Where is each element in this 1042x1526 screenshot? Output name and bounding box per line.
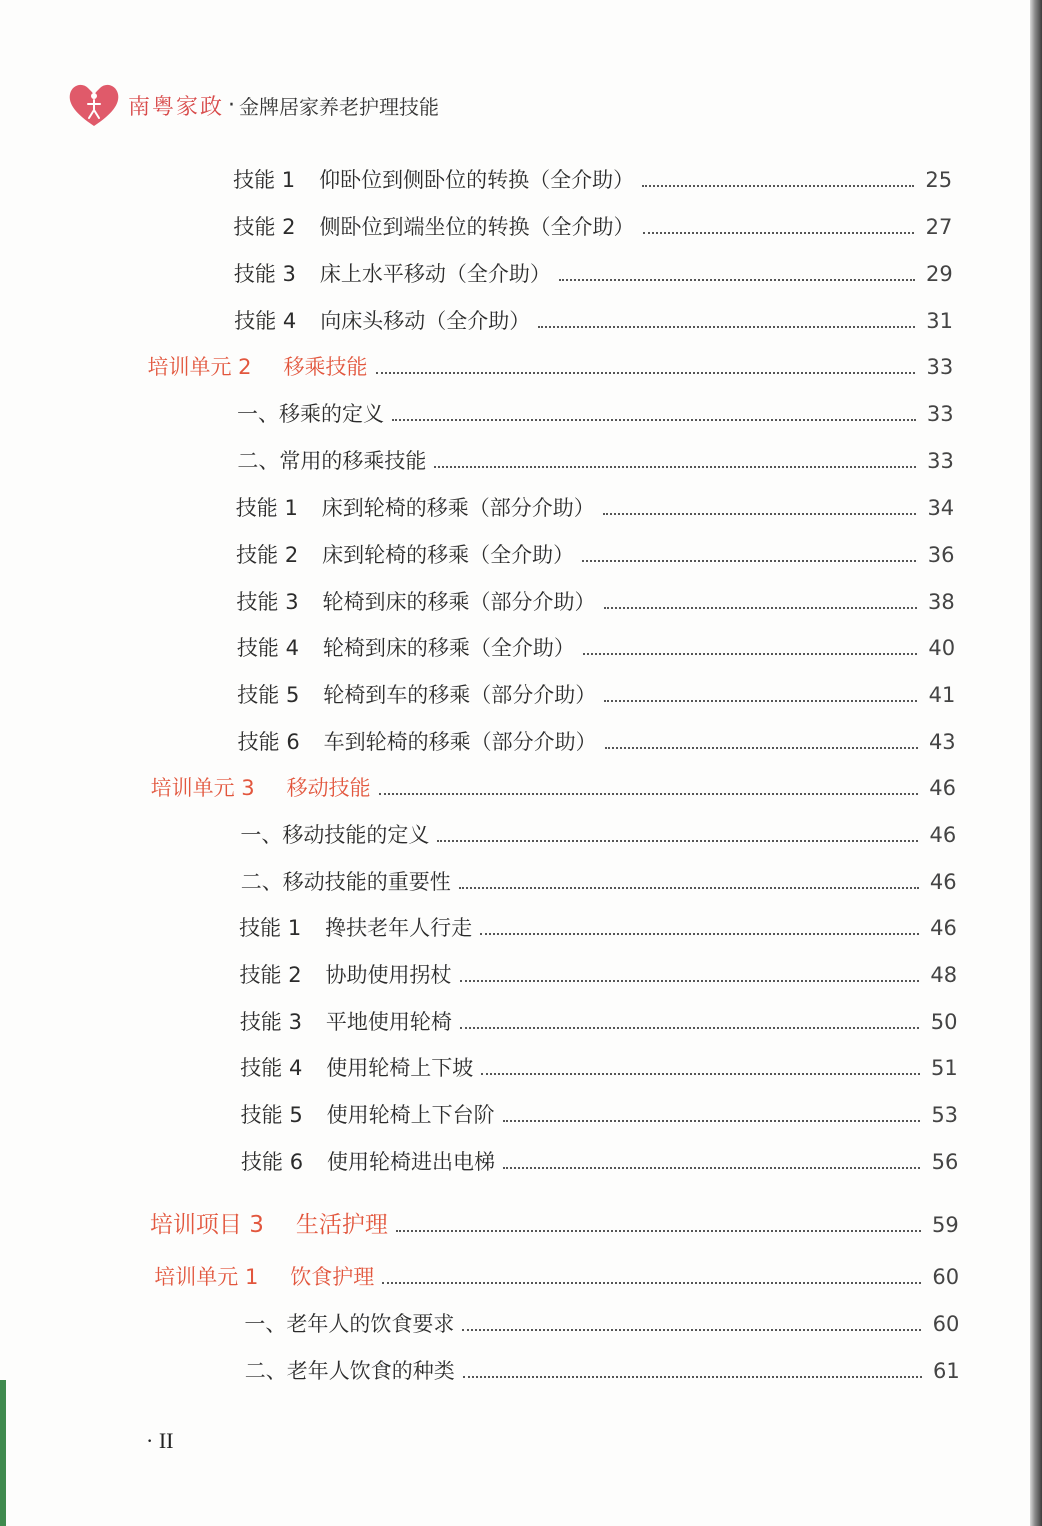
toc-dot-leader: [503, 1166, 920, 1169]
toc-entry-title: 车到轮椅的移乘（部分介助）: [323, 730, 597, 754]
toc-entry-unit[interactable]: [151, 773, 956, 803]
toc-page-number: 46: [929, 823, 957, 847]
page-number: · II: [146, 1428, 174, 1453]
toc-page-number: 51: [931, 1056, 958, 1080]
heart-figure-logo-icon: [66, 80, 122, 130]
page-header: [66, 80, 439, 130]
toc-dot-leader: [437, 839, 918, 842]
toc-entry-skill[interactable]: [241, 1147, 958, 1177]
toc-entry-skill[interactable]: [240, 1007, 958, 1037]
toc-entry-number: 培训单元 1: [154, 1265, 259, 1289]
toc-dot-leader: [379, 792, 918, 795]
toc-page-number: 40: [928, 636, 956, 660]
toc-entry-number: 技能 4: [234, 309, 297, 333]
toc-page-number: 61: [932, 1359, 960, 1383]
toc-page-number: 38: [928, 590, 955, 614]
toc-page-number: 33: [927, 449, 954, 473]
toc-entry-section[interactable]: [240, 820, 956, 850]
toc-entry-title: 二、老年人饮食的种类: [244, 1359, 455, 1383]
toc-page-number: 34: [927, 496, 955, 520]
toc-entry-unit[interactable]: [154, 1262, 959, 1292]
toc-page-number: 46: [930, 916, 957, 940]
toc-entry-section[interactable]: [237, 446, 953, 476]
toc-dot-leader: [376, 371, 916, 374]
toc-page-number: 46: [929, 870, 957, 894]
toc-entry-number: 技能 1: [235, 496, 298, 520]
toc-dot-leader: [642, 184, 914, 187]
toc-entry-title: 轮椅到车的移乘（部分介助）: [323, 683, 597, 707]
toc-page-number: 60: [932, 1265, 960, 1289]
toc-page-number: 41: [928, 683, 956, 707]
toc-page-number: 25: [925, 168, 953, 192]
toc-entry-skill[interactable]: [237, 633, 955, 663]
toc-entry-skill[interactable]: [234, 306, 953, 336]
toc-dot-leader: [604, 606, 917, 609]
toc-entry-skill[interactable]: [236, 540, 954, 570]
toc-entry-number: 培训单元 3: [150, 776, 255, 800]
toc-entry-number: 技能 1: [233, 168, 296, 192]
toc-entry-section[interactable]: [237, 399, 954, 429]
toc-page-number: 48: [930, 963, 958, 987]
toc-entry-number: 技能 2: [236, 543, 299, 567]
toc-page-number: 60: [932, 1312, 960, 1336]
toc-entry-number: 技能 6: [237, 730, 300, 754]
toc-entry-project[interactable]: [150, 1210, 959, 1240]
toc-entry-skill[interactable]: [237, 680, 955, 710]
toc-entry-skill[interactable]: [240, 960, 958, 990]
toc-entry-section[interactable]: [245, 1356, 960, 1386]
toc-entry-skill[interactable]: [239, 913, 957, 943]
brand-name: 南粤家政: [128, 94, 225, 120]
left-edge-strip: [0, 1380, 6, 1526]
toc-entry-title: 侧卧位到端坐位的转换（全介助）: [319, 215, 635, 239]
toc-entry-title: 二、常用的移乘技能: [237, 449, 427, 473]
toc-dot-leader: [463, 1375, 922, 1378]
toc-dot-leader: [462, 1328, 921, 1331]
toc-dot-leader: [481, 1072, 919, 1075]
toc-entry-skill[interactable]: [236, 493, 954, 523]
toc-entry-title: 床到轮椅的移乘（全介助）: [322, 543, 575, 567]
toc-entry-number: 技能 5: [240, 1103, 303, 1127]
toc-entry-skill[interactable]: [238, 727, 956, 757]
toc-dot-leader: [503, 1119, 920, 1122]
toc-entry-title: 一、老年人的饮食要求: [244, 1312, 455, 1336]
toc-entry-title: 轮椅到床的移乘（全介助）: [322, 636, 575, 660]
toc-entry-title: 轮椅到床的移乘（部分介助）: [322, 590, 596, 614]
toc-entry-title: 二、移动技能的重要性: [240, 870, 451, 894]
toc-page-number: 33: [926, 402, 954, 426]
toc-entry-title: 使用轮椅上下台阶: [326, 1103, 495, 1127]
toc-entry-title: 一、移动技能的定义: [240, 823, 430, 847]
toc-page-number: 27: [925, 215, 953, 239]
toc-dot-leader: [538, 325, 915, 328]
toc-entry-title: 移动技能: [286, 776, 371, 800]
toc-dot-leader: [459, 886, 919, 889]
toc-dot-leader: [559, 278, 915, 281]
toc-entry-title: 床到轮椅的移乘（部分介助）: [321, 496, 595, 520]
toc-entry-unit[interactable]: [148, 352, 954, 382]
toc-dot-leader: [460, 1026, 920, 1029]
toc-dot-leader: [396, 1229, 921, 1232]
toc-entry-number: 技能 1: [239, 916, 302, 940]
toc-entry-title: 协助使用拐杖: [325, 963, 452, 987]
toc-page-number: 59: [932, 1213, 959, 1237]
toc-dot-leader: [582, 559, 916, 562]
series-title: 金牌居家养老护理技能: [239, 94, 440, 119]
toc-dot-leader: [605, 746, 918, 749]
toc-entry-title: 饮食护理: [290, 1265, 375, 1289]
toc-dot-leader: [583, 652, 917, 655]
toc-entry-title: 仰卧位到侧卧位的转换（全介助）: [319, 168, 635, 192]
toc-dot-leader: [460, 979, 920, 982]
scan-edge: [1030, 0, 1042, 1526]
toc-page-number: 46: [929, 776, 956, 800]
toc-page-number: 33: [926, 355, 954, 379]
toc-entry-number: 技能 2: [233, 215, 296, 239]
toc-entry-number: 技能 2: [239, 963, 302, 987]
toc-entry-title: 移乘技能: [283, 355, 368, 379]
toc-entry-number: 培训单元 2: [147, 355, 252, 379]
toc-entry-skill[interactable]: [237, 587, 955, 617]
toc-page-number: 56: [931, 1150, 959, 1174]
toc-entry-skill[interactable]: [240, 1053, 957, 1083]
toc-entry-number: 培训项目 3: [149, 1212, 264, 1238]
toc-page-number: 36: [927, 543, 955, 567]
toc-entry-title: 平地使用轮椅: [325, 1010, 452, 1034]
toc-dot-leader: [603, 512, 916, 515]
toc-dot-leader: [382, 1281, 921, 1284]
toc-dot-leader: [604, 699, 917, 702]
toc-entry-number: 技能 5: [237, 683, 300, 707]
toc-entry-skill[interactable]: [234, 259, 953, 289]
toc-page-number: 43: [928, 730, 956, 754]
toc-entry-number: 技能 4: [240, 1056, 303, 1080]
toc-entry-number: 技能 6: [241, 1150, 304, 1174]
toc-dot-leader: [434, 465, 915, 468]
toc-entry-number: 技能 3: [236, 590, 299, 614]
toc-entry-title: 床上水平移动（全介助）: [319, 262, 551, 286]
toc-entry-number: 技能 3: [239, 1010, 302, 1034]
toc-entry-skill[interactable]: [233, 165, 952, 195]
toc-entry-section[interactable]: [244, 1309, 959, 1339]
toc-entry-title: 搀扶老年人行走: [325, 916, 473, 940]
toc-entry-skill[interactable]: [234, 212, 953, 242]
toc-entry-title: 一、移乘的定义: [237, 402, 384, 426]
toc-dot-leader: [480, 932, 919, 935]
toc-entry-title: 使用轮椅上下坡: [326, 1056, 474, 1080]
toc-page-number: 50: [930, 1010, 958, 1034]
toc-dot-leader: [643, 231, 915, 234]
toc-page-number: 29: [925, 262, 953, 286]
toc-entry-title: 生活护理: [295, 1212, 388, 1238]
toc-dot-leader: [392, 418, 916, 421]
toc-entry-title: 向床头移动（全介助）: [320, 309, 531, 333]
toc-entry-number: 技能 4: [236, 636, 299, 660]
toc-page-number: 31: [926, 309, 953, 333]
toc-entry-number: 技能 3: [233, 262, 296, 286]
toc-entry-skill[interactable]: [241, 1100, 958, 1130]
header-separator: ·: [228, 92, 236, 118]
toc-entry-title: 使用轮椅进出电梯: [327, 1150, 496, 1174]
toc-page-number: 53: [931, 1103, 959, 1127]
toc-entry-section[interactable]: [241, 867, 957, 897]
